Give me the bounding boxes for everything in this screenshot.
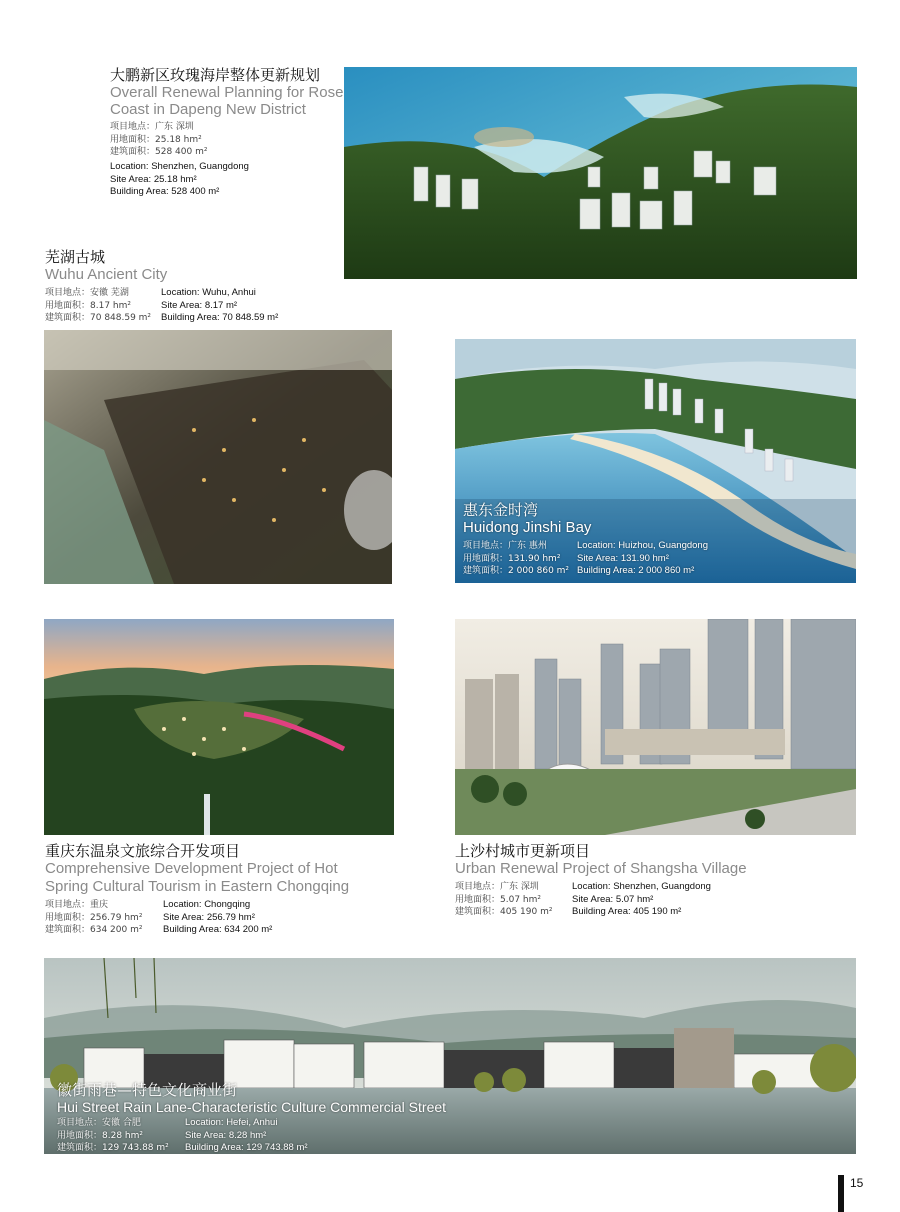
shangsha-rendering bbox=[455, 619, 856, 835]
wuhu-rendering bbox=[44, 330, 392, 584]
chongqing-meta-en bbox=[163, 899, 272, 937]
page-number: 15 bbox=[850, 1176, 864, 1190]
huidong-meta-zh bbox=[463, 540, 569, 578]
huidong-title-zh: 惠东金时湾 bbox=[463, 501, 539, 519]
wuhu-title-zh: 芜湖古城 bbox=[45, 248, 106, 266]
huidong-en-site: Site Area: 131.90 hm² bbox=[577, 552, 669, 564]
huidong-en-building: Building Area: 2 000 860 m² bbox=[577, 565, 695, 576]
chongqing-title-zh: 重庆东温泉文旅综合开发项目 bbox=[45, 842, 241, 860]
huijie-title-en: Hui Street Rain Lane-Characteristic Culture Commercial Street bbox=[57, 1099, 447, 1115]
shangsha-towers-image bbox=[455, 619, 856, 835]
shangsha-zh-building: 建筑面积：405 190 m² bbox=[455, 907, 553, 917]
chongqing-zh-site: 用地面积：256.79 hm² bbox=[45, 912, 143, 923]
shangsha-en-building: Building Area: 405 190 m² bbox=[572, 906, 682, 917]
dapeng-title-zh: 大鹏新区玫瑰海岸整体更新规划 bbox=[110, 66, 321, 84]
huijie-en-site: Site Area: 8.28 hm² bbox=[185, 1129, 267, 1141]
wuhu-zh-location: 项目地点：安徽 芜湖 bbox=[45, 288, 129, 298]
huidong-zh-building: 建筑面积：2 000 860 m² bbox=[463, 566, 570, 576]
shangsha-title-zh: 上沙村城市更新项目 bbox=[455, 842, 591, 860]
dapeng-zh-location: 项目地点：广东 深圳 bbox=[110, 122, 194, 132]
shangsha-zh-site: 用地面积：5.07 hm² bbox=[455, 894, 541, 905]
dapeng-en-site: Site Area: 25.18 hm² bbox=[110, 173, 197, 185]
dapeng-title-en-2: Coast in Dapeng New District bbox=[110, 101, 306, 118]
chongqing-rendering bbox=[44, 619, 394, 835]
huijie-meta-en bbox=[185, 1117, 308, 1155]
huijie-zh-building: 建筑面积：129 743.88 m² bbox=[57, 1143, 169, 1153]
chongqing-en-building: Building Area: 634 200 m² bbox=[163, 924, 273, 935]
shangsha-zh-location: 项目地点：广东 深圳 bbox=[455, 882, 539, 892]
dapeng-meta-zh bbox=[110, 121, 207, 159]
huijie-meta-zh bbox=[57, 1117, 169, 1155]
shangsha-meta-en bbox=[572, 881, 711, 919]
huidong-title-en: Huidong Jinshi Bay bbox=[463, 519, 592, 536]
wuhu-meta-zh bbox=[45, 287, 151, 325]
chongqing-valley-image bbox=[44, 619, 394, 835]
shangsha-en-site: Site Area: 5.07 hm² bbox=[572, 893, 654, 905]
wuhu-en-building: Building Area: 70 848.59 m² bbox=[161, 312, 279, 323]
huidong-zh-location: 项目地点：广东 惠州 bbox=[463, 541, 547, 551]
wuhu-meta-en bbox=[161, 287, 278, 325]
chongqing-zh-building: 建筑面积：634 200 m² bbox=[45, 925, 143, 935]
page-number-bar bbox=[838, 1175, 844, 1212]
dapeng-coast-image bbox=[344, 67, 857, 279]
dapeng-zh-site: 用地面积：25.18 hm² bbox=[110, 134, 202, 145]
dapeng-en-location: Location: Shenzhen, Guangdong bbox=[110, 161, 249, 172]
huidong-en-location: Location: Huizhou, Guangdong bbox=[577, 540, 708, 551]
shangsha-meta-zh bbox=[455, 881, 552, 919]
chongqing-en-location: Location: Chongqing bbox=[163, 899, 251, 910]
chongqing-title-en-1: Comprehensive Development Project of Hot bbox=[45, 860, 338, 877]
huijie-zh-location: 项目地点：安徽 合肥 bbox=[57, 1118, 141, 1128]
huijie-zh-site: 用地面积：8.28 hm² bbox=[57, 1130, 143, 1141]
dapeng-en-building: Building Area: 528 400 m² bbox=[110, 186, 220, 197]
huijie-en-location: Location: Hefei, Anhui bbox=[185, 1117, 278, 1128]
wuhu-en-location: Location: Wuhu, Anhui bbox=[161, 287, 256, 298]
huidong-zh-site: 用地面积：131.90 hm² bbox=[463, 553, 561, 564]
chongqing-en-site: Site Area: 256.79 hm² bbox=[163, 911, 255, 923]
dapeng-meta-en bbox=[110, 161, 249, 199]
wuhu-title-en: Wuhu Ancient City bbox=[45, 266, 168, 283]
dapeng-title-en-1: Overall Renewal Planning for Rose bbox=[110, 84, 344, 101]
chongqing-title-en-2: Spring Cultural Tourism in Eastern Chongqing bbox=[45, 878, 350, 895]
shangsha-en-location: Location: Shenzhen, Guangdong bbox=[572, 881, 711, 892]
wuhu-zh-site: 用地面积：8.17 hm² bbox=[45, 300, 131, 311]
chongqing-zh-location: 项目地点：重庆 bbox=[45, 900, 109, 910]
huidong-meta-en bbox=[577, 540, 708, 578]
wuhu-city-image bbox=[44, 330, 392, 584]
wuhu-zh-building: 建筑面积：70 848.59 m² bbox=[45, 313, 152, 323]
huijie-title-zh: 徽街雨巷—特色文化商业街 bbox=[57, 1081, 238, 1099]
huijie-en-building: Building Area: 129 743.88 m² bbox=[185, 1142, 308, 1153]
dapeng-zh-building: 建筑面积：528 400 m² bbox=[110, 147, 208, 157]
wuhu-en-site: Site Area: 8.17 m² bbox=[161, 299, 238, 311]
dapeng-rendering bbox=[344, 67, 857, 279]
chongqing-meta-zh bbox=[45, 899, 142, 937]
shangsha-title-en: Urban Renewal Project of Shangsha Village bbox=[455, 860, 747, 877]
